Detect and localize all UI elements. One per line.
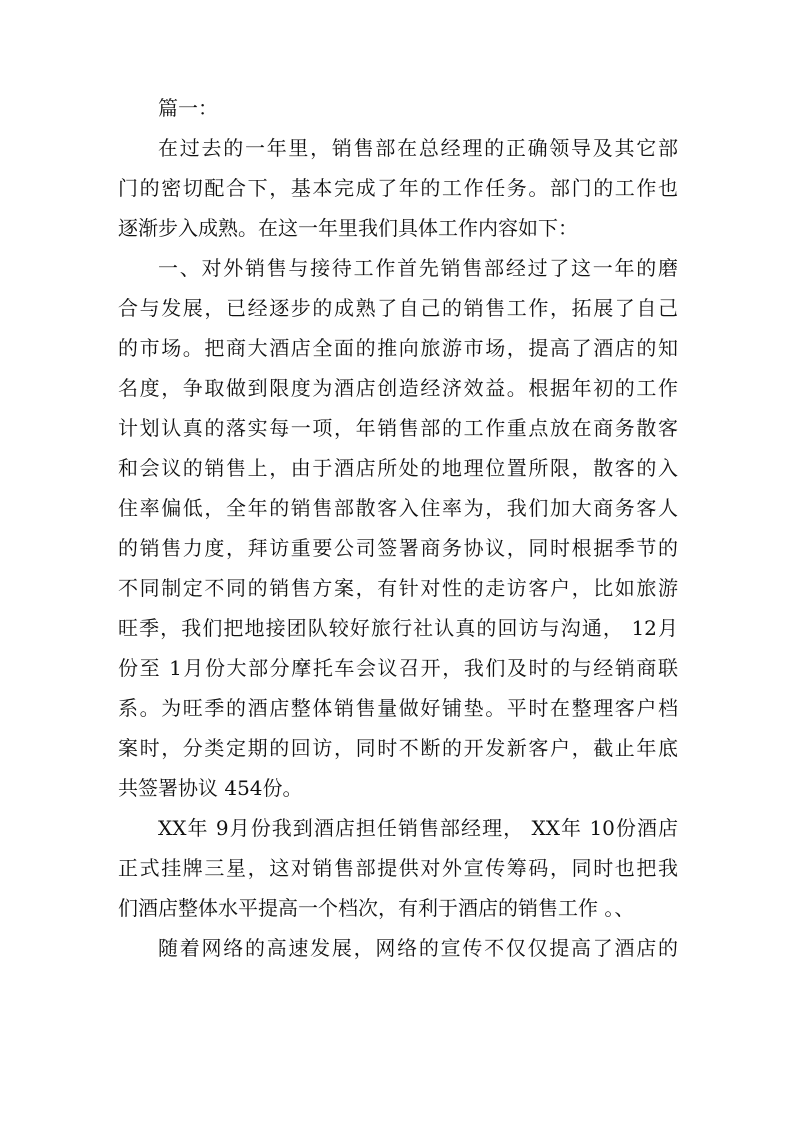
paragraph-line: 共签署协议 454份。 [118, 776, 303, 800]
paragraph-line: XX年 9月份我到酒店担任销售部经理， XX年 10份酒店 [158, 816, 678, 840]
paragraph-3 [118, 808, 678, 928]
document-body [118, 88, 678, 968]
paragraph-line: 合与发展，已经逐步的成熟了自己的销售工作，拓展了自己 [118, 296, 678, 320]
paragraph-1 [118, 128, 678, 248]
paragraph-line: 一、对外销售与接待工作首先销售部经过了这一年的磨 [158, 256, 678, 280]
paragraph-line: 和会议的销售上，由于酒店所处的地理位置所限，散客的入 [118, 456, 678, 480]
paragraph-line: 案时，分类定期的回访，同时不断的开发新客户，截止年底 [118, 736, 678, 760]
paragraph-line: 不同制定不同的销售方案，有针对性的走访客户，比如旅游 [118, 576, 678, 600]
paragraph-line: 计划认真的落实每一项，年销售部的工作重点放在商务散客 [118, 416, 678, 440]
paragraph-4 [118, 928, 678, 968]
paragraph-line: 名度，争取做到限度为酒店创造经济效益。根据年初的工作 [118, 376, 678, 400]
paragraph-line: 门的密切配合下，基本完成了年的工作任务。部门的工作也 [118, 176, 678, 200]
paragraph-line: 随着网络的高速发展，网络的宣传不仅仅提高了酒店的 [158, 936, 678, 960]
section-heading: 篇一： [158, 96, 218, 120]
paragraph-line: 旺季，我们把地接团队较好旅行社认真的回访与沟通， 12月 [118, 616, 678, 640]
paragraph-line: 住率偏低，全年的销售部散客入住率为，我们加大商务客人 [118, 496, 678, 520]
paragraph-line: 的市场。把商大酒店全面的推向旅游市场，提高了酒店的知 [118, 336, 678, 360]
paragraph-line: 系。为旺季的酒店整体销售量做好铺垫。平时在整理客户档 [118, 696, 678, 720]
paragraph-line: 正式挂牌三星，这对销售部提供对外宣传筹码，同时也把我 [118, 856, 678, 880]
paragraph-line: 的销售力度，拜访重要公司签署商务协议，同时根据季节的 [118, 536, 678, 560]
paragraph-line: 在过去的一年里，销售部在总经理的正确领导及其它部 [158, 136, 678, 160]
paragraph-line: 份至 1月份大部分摩托车会议召开，我们及时的与经销商联 [118, 656, 678, 680]
paragraph-2 [118, 248, 678, 808]
paragraph-line: 们酒店整体水平提高一个档次，有利于酒店的销售工作 。、 [118, 896, 635, 920]
paragraph-line: 逐渐步入成熟。在这一年里我们具体工作内容如下： [118, 216, 578, 240]
